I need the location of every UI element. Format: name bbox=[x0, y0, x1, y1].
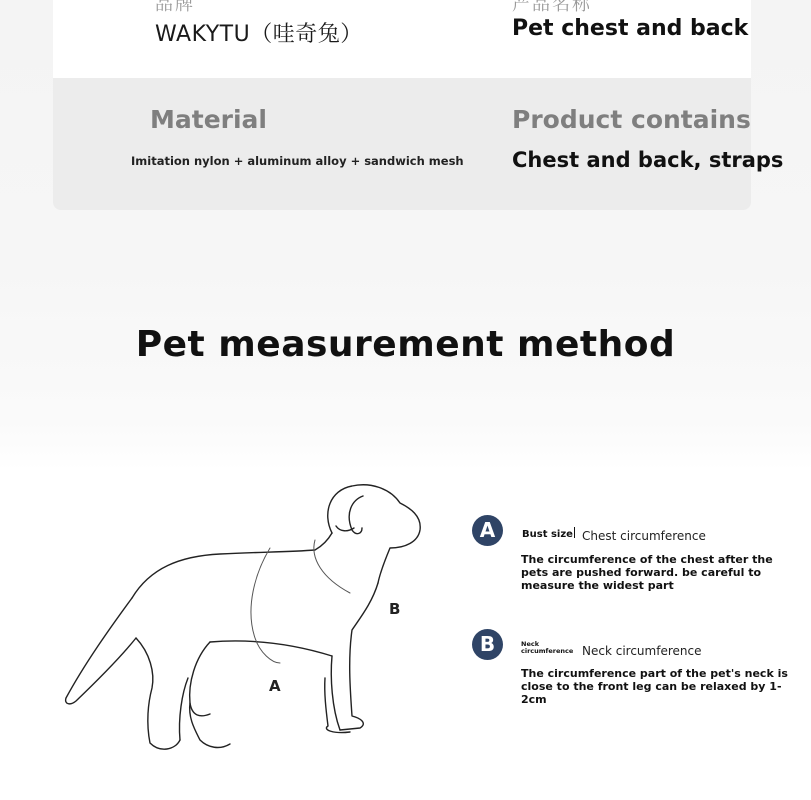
brand-label bbox=[155, 0, 195, 4]
neck-circumference-name: Neck circumference bbox=[582, 644, 702, 658]
dog-illustration bbox=[60, 478, 440, 758]
measurement-title: Pet measurement method bbox=[135, 324, 676, 365]
material-value: Imitation nylon + aluminum alloy + sandwich mesh bbox=[131, 154, 464, 168]
badge-a: A bbox=[472, 515, 503, 546]
bust-size-label: Bust size bbox=[522, 529, 573, 540]
contains-value: Chest and back, straps bbox=[512, 148, 784, 172]
spec-panel-material bbox=[53, 78, 751, 210]
chest-circumference-name: Chest circumference bbox=[582, 529, 706, 543]
brand-value: WAKYTU（哇奇兔） bbox=[155, 22, 363, 47]
use-value: Pet chest and back bbox=[512, 16, 749, 41]
use-label bbox=[512, 0, 592, 4]
diagram-marker-b: B bbox=[389, 600, 401, 618]
badge-b: B bbox=[472, 629, 503, 660]
material-label: Material bbox=[150, 105, 267, 134]
diagram-marker-a: A bbox=[269, 677, 281, 695]
chest-circumference-description: The circumference of the chest after the pets are pushed forward. be careful to measure the widest part bbox=[521, 553, 773, 592]
contains-label: Product contains bbox=[512, 105, 751, 134]
neck-circumference-description: The circumference part of the pet's neck is close to the front leg can be relaxed by 1-2cm bbox=[521, 667, 788, 706]
neck-circumference-short-label: Neck circumference bbox=[521, 640, 574, 655]
text-caret bbox=[574, 527, 575, 538]
